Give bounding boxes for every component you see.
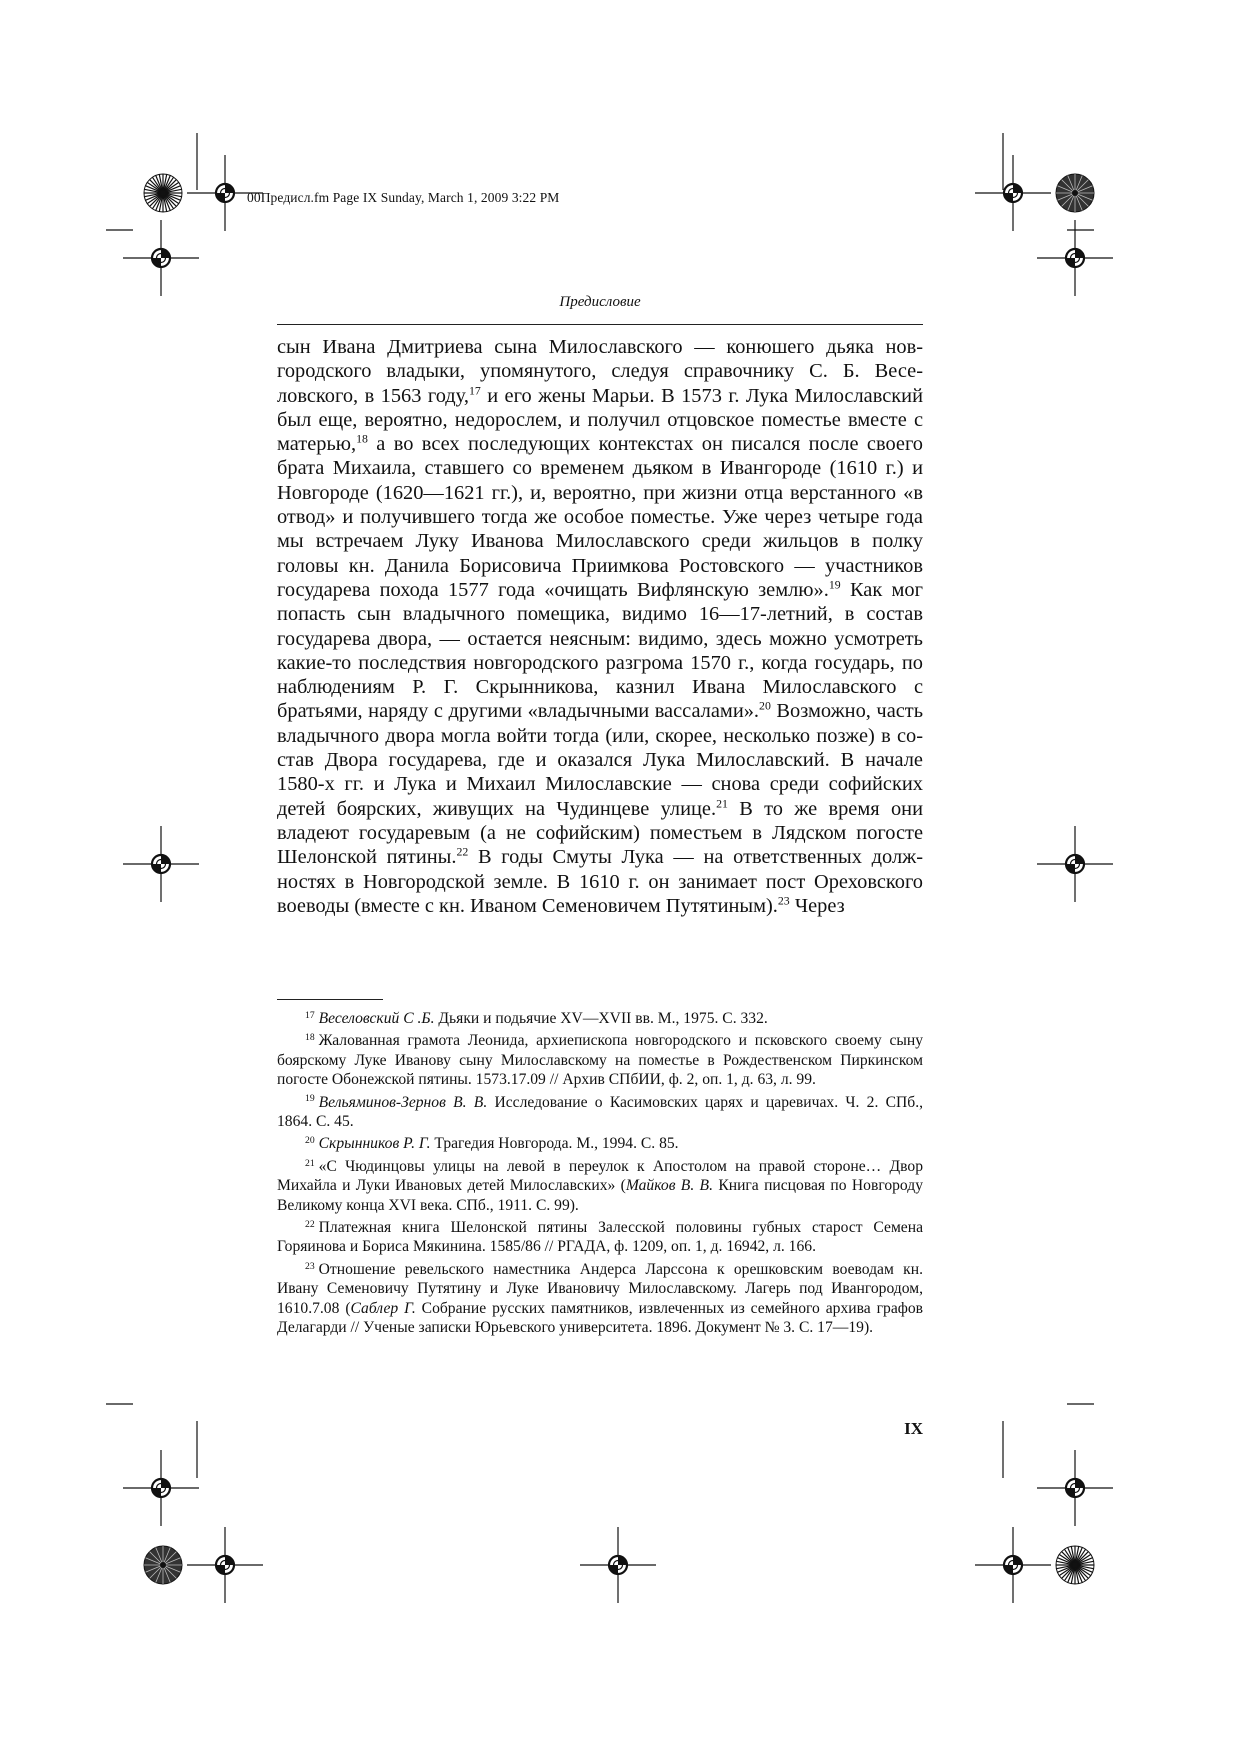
footnote bbox=[277, 1093, 923, 1132]
body-text: и его жены Марьи. В 1573 г. Лука Милославский был еще, вероятно, недорослем, и получил отцовское поместье вместе с матерью, bbox=[277, 384, 923, 456]
print-slug bbox=[247, 190, 559, 206]
footnote-ref: 18 bbox=[356, 431, 368, 446]
footnote-author: Вельяминов-Зернов В. В. bbox=[318, 1093, 488, 1111]
footnote-rule bbox=[277, 999, 383, 1000]
footnote bbox=[277, 1031, 923, 1089]
footnote-number: 23 bbox=[305, 1260, 315, 1272]
footnote-ref: 17 bbox=[468, 382, 481, 397]
body-text: Как мог попасть сын владычного помещика, видимо 16—17-летний, в состав государева двора, — остается неясным: видимо, здесь можно усмотреть какие-то последствия новгородского разгрома 1570 г., когда государь, по наблюдениям Р. Г. Скрынникова, казнил Ивана Милославского с братьями, наряду с другими «владычными вассалами». bbox=[277, 578, 923, 723]
footnote bbox=[277, 1218, 923, 1257]
footnote-number: 18 bbox=[305, 1032, 315, 1044]
footnote-number: 20 bbox=[305, 1135, 315, 1147]
footnote-author: Скрынников Р. Г. bbox=[318, 1135, 431, 1153]
main-paragraph bbox=[277, 335, 923, 918]
footnote-ref: 20 bbox=[759, 698, 771, 713]
footnote-number: 22 bbox=[305, 1218, 315, 1230]
footnote-ref: 23 bbox=[777, 893, 790, 908]
footnote-ref: 19 bbox=[828, 577, 841, 592]
footnote-text: Собрание русских памятников, извлеченных из семейного архива графов Делагарди // Ученые записки Юрьевского университета. 1896. Документ № 3. С. 17—19). bbox=[277, 1299, 923, 1337]
footnote-text: Трагедия Новгорода. М., 1994. С. 85. bbox=[430, 1135, 679, 1153]
footnote-text: Жалованная грамота Леонида, архиепископа новгородского и псковского своему сыну боярскому Луке Иванову сыну Милославскому на поместье в Рождественском Пиркинском погосте Обонежской пятины. 1573.17.09 // Архив СПбИИ, ф. 2, оп. 1, д. 63, л. 99. bbox=[277, 1032, 923, 1089]
footnote-text: Платежная книга Шелонской пятины Залесской половины губных старост Семена Горяинова и Бориса Мякинина. 1585/86 // РГАДА, ф. 1209, оп. 1, д. 16942, л. 166. bbox=[277, 1219, 923, 1256]
footnote-number: 19 bbox=[305, 1093, 315, 1105]
footnote-author: Майков В. В. bbox=[625, 1177, 713, 1195]
footnote-author: Веселовский С .Б. bbox=[318, 1010, 435, 1027]
body-text: сын Ивана Дмитриева сына Милославского — конюшего дьяка новгородского владыки, упомянутого, следуя справочнику С. Б. Веселовского, в 1563 году, bbox=[277, 336, 923, 407]
body-text: В годы Смуты Лука — на ответственных должностях в Новгородской земле. В 1610 г. он занимает пост Ореховского воеводы (вместе с кн. Иваном Семеновичем Путятиным). bbox=[277, 846, 924, 917]
slug-file: 00Предисл.fm bbox=[247, 190, 330, 205]
body-text: а во всех последующих контекстах он писался после своего брата Михаила, ставшего со временем дьяком в Ивангороде (1610 г.) и Новгороде (1620—1621 гг.), и, вероятно, при жизни отца верстанного «в отвод» и получившего тогда же особое поместье. Уже через четыре года мы встречаем Луку Иванова Милославского среди жильцов в полку головы кн. Данила Борисовича Приимкова Ростовского — участников государева похода 1577 года «очищать Вифлянскую землю». bbox=[277, 433, 923, 601]
footnote-text: Книга писцовая по Новгороду Великому конца XVI века. СПб., 1911. С. 99). bbox=[277, 1177, 923, 1214]
footnotes bbox=[277, 1009, 923, 1341]
footnote bbox=[277, 1009, 923, 1028]
footnote-number: 17 bbox=[305, 1009, 315, 1021]
body-text: Через bbox=[789, 894, 845, 917]
footnote-text: «С Чюдинцовы улицы на левой в переулок к Апостолом на правой стороне… Двор Михайла и Луки Ивановых детей Милославских» ( bbox=[277, 1157, 923, 1195]
footnote bbox=[277, 1134, 923, 1153]
running-head: Предисловие bbox=[559, 294, 641, 310]
footnote-author: Саблер Г. bbox=[350, 1299, 416, 1317]
slug-time: 3:22 PM bbox=[511, 190, 560, 205]
page-number: IX bbox=[904, 1419, 923, 1438]
body-text: В то же время они владеют государевым (а не софийским) поместьем в Лядском погосте Шелонской пятины. bbox=[277, 797, 923, 869]
footnote-ref: 21 bbox=[716, 795, 728, 810]
footnote-ref: 22 bbox=[456, 844, 469, 859]
body-text: Возможно, часть владычного двора могла войти тогда (или, скорее, несколько позже) в состав Двора государева, где и оказался Лука Милославский. В начале 1580-х гг. и Лука и Михаил Милославские — снова среди софийских детей боярских, живущих на Чудинцеве улице. bbox=[277, 700, 923, 820]
footnote-text: Исследование о Касимовских царях и царевичах. Ч. 2. СПб., 1864. С. 45. bbox=[277, 1093, 923, 1131]
footnote-text: Дьяки и подьячие XV—XVII вв. М., 1975. С. 332. bbox=[434, 1010, 768, 1027]
footnote-number: 21 bbox=[305, 1157, 315, 1169]
footnote bbox=[277, 1260, 923, 1338]
header-rule bbox=[277, 324, 923, 325]
footnote-text: Отношение ревельского наместника Андерса Ларссона к орешковским воеводам кн. Ивану Семеновичу Путятину и Луке Ивановичу Милославскому. Лагерь под Ивангородом, 1610.7.08 ( bbox=[277, 1260, 923, 1317]
footnote bbox=[277, 1157, 923, 1215]
slug-page: Page IX bbox=[332, 190, 378, 205]
slug-date: Sunday, March 1, 2009 bbox=[380, 190, 509, 205]
